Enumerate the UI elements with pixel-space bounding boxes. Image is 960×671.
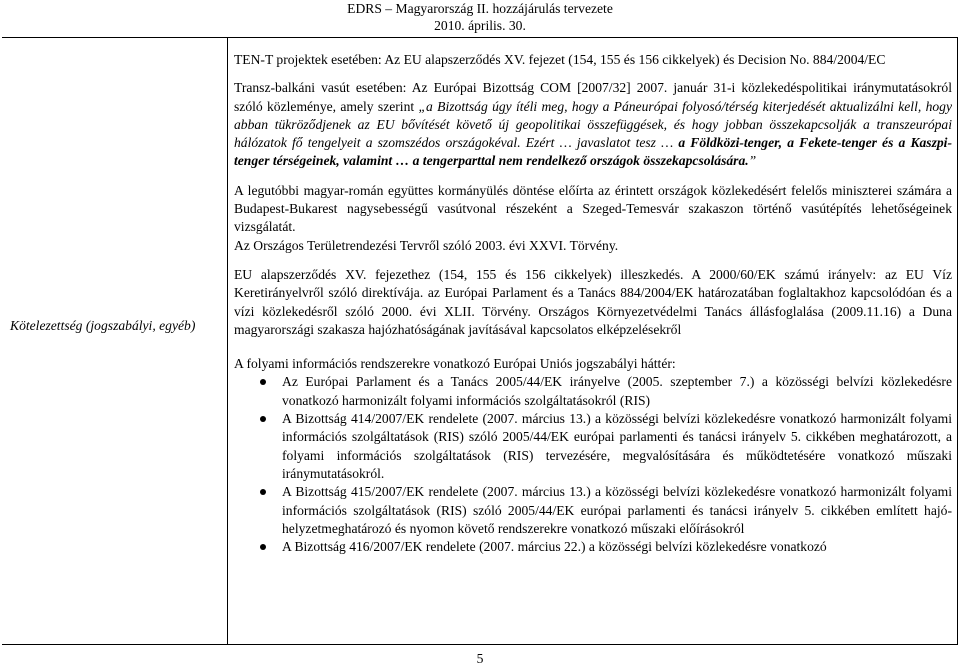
ris-bullet-list bbox=[234, 373, 952, 556]
document-table bbox=[2, 37, 958, 645]
paragraph-eu-water: EU alapszerződés XV. fejezethez (154, 155 és 156 cikkelyek) illeszkedés. A 2000/60/EK számú irányelv: az EU Víz Keretirányelvről szóló direktívája. az Európai Parlament és a Tanács 884/2004/EK határozatában foglaltakhoz kapcsolódóan és a vízi közlekedésről szóló 2000. évi XLII. Törvény. Országos Környezetvédelmi Tanács állásfoglalása (2009.11.16) a Duna magyarországi szakasza hajózhatóságának javításával kapcsolatos elképzelésekről bbox=[234, 266, 952, 337]
list-item bbox=[234, 483, 952, 538]
list-item-text: Az Európai Parlament és a Tanács 2005/44/EK irányelve (2005. szeptember 7.) a közösségi belvízi közlekedésre vonatkozó harmonizált folyami információs szolgáltatásokról (RIS) bbox=[282, 374, 952, 408]
list-item-text: A Bizottság 416/2007/EK rendelete (2007. március 22.) a közösségi belvízi közlekedésre vonatkozó bbox=[282, 539, 827, 555]
header-date: 2010. április. 30. bbox=[434, 17, 526, 33]
list-item-text: A Bizottság 414/2007/EK rendelete (2007. március 13.) a közösségi belvízi közlekedésre vonatkozó harmonizált folyami információs szolgáltatások (RIS) szóló 2005/44/EK európai parlamenti és tanácsi irányelv 5. cikkében meghatározott, a folyami információs szolgáltatások (RIS) tervezésére, megvalósítására és működtetésére vonatkozó műszaki iránymutatásokról. bbox=[282, 411, 952, 481]
bullet-icon bbox=[260, 544, 266, 550]
paragraph-trans-balkan bbox=[234, 79, 952, 170]
paragraph-trans-balkan-quote-end: ” bbox=[748, 153, 757, 169]
table-left-column bbox=[2, 38, 228, 644]
paragraph-ten-t: TEN-T projektek esetében: Az EU alapszerződés XV. fejezet (154, 155 és 156 cikkelyek) és Decision No. 884/2004/EC bbox=[234, 52, 886, 67]
page-header bbox=[0, 0, 960, 35]
paragraph-szeged-temesvar: A legutóbbi magyar-román együttes kormányülés döntése előírta az érintett országok közlekedésért felelős miniszterei számára a Budapest-Bukarest nagysebességű vasútvonal részeként a Szeged-Temesvár szakaszon történő vasútépítés lehetőségeinek vizsgálatát. bbox=[234, 182, 952, 235]
list-item bbox=[234, 373, 952, 410]
paragraph-trans-balkan-intro: Transz-balkáni vasút esetében: Az Európai Bizottság COM [2007/32] 2007. január 31-i közlekedéspolitikai iránymutatásokról szóló közleménye, amely szerint bbox=[234, 80, 952, 114]
paragraph-ris-intro: A folyami információs rendszerekre vonatkozó Európai Uniós jogszabályi háttér: bbox=[234, 356, 676, 372]
table-content-cell bbox=[234, 51, 952, 556]
list-item-text: A Bizottság 415/2007/EK rendelete (2007. március 13.) a közösségi belvízi közlekedésre vonatkozó harmonizált folyami információs szolgáltatások (RIS) szóló 2005/44/EK európai parlamenti és tanácsi irányelv 5. cikkében említett hajó-helyzetmeghatározó és nyomon követő rendszerekre vonatkozó műszaki előírásokról bbox=[282, 484, 952, 536]
bullet-icon bbox=[260, 416, 266, 422]
paragraph-trans-balkan-quote: „a Bizottság úgy ítéli meg, hogy a Páneurópai folyosó/térség kiterjedését aktualizálni kell, hogy abban tükröződjenek az EU bővítését követő új geopolitikai összefüggések, és hogy jobban összekapcsolják a transzeurópai hálózatok fő tengelyeit a szomszédos országokéval. Ezért … javaslatot tesz … bbox=[234, 98, 952, 151]
bullet-icon bbox=[260, 379, 266, 385]
paragraph-trans-balkan-emphasis: a Földközi-tenger, a Fekete-tenger és a Kaszpi-tenger térségeinek, valamint … a tengerparttal nem rendelkező országok összekapcsolására. bbox=[234, 135, 952, 169]
row-label: Kötelezettség (jogszabályi, egyéb) bbox=[10, 318, 196, 333]
paragraph-otrt: Az Országos Területrendezési Tervről szóló 2003. évi XXVI. Törvény. bbox=[234, 237, 619, 253]
list-item bbox=[234, 538, 952, 556]
list-item bbox=[234, 410, 952, 483]
page-number: 5 bbox=[476, 651, 484, 666]
header-title: EDRS – Magyarország II. hozzájárulás tervezete bbox=[347, 1, 613, 16]
bullet-icon bbox=[260, 489, 266, 495]
